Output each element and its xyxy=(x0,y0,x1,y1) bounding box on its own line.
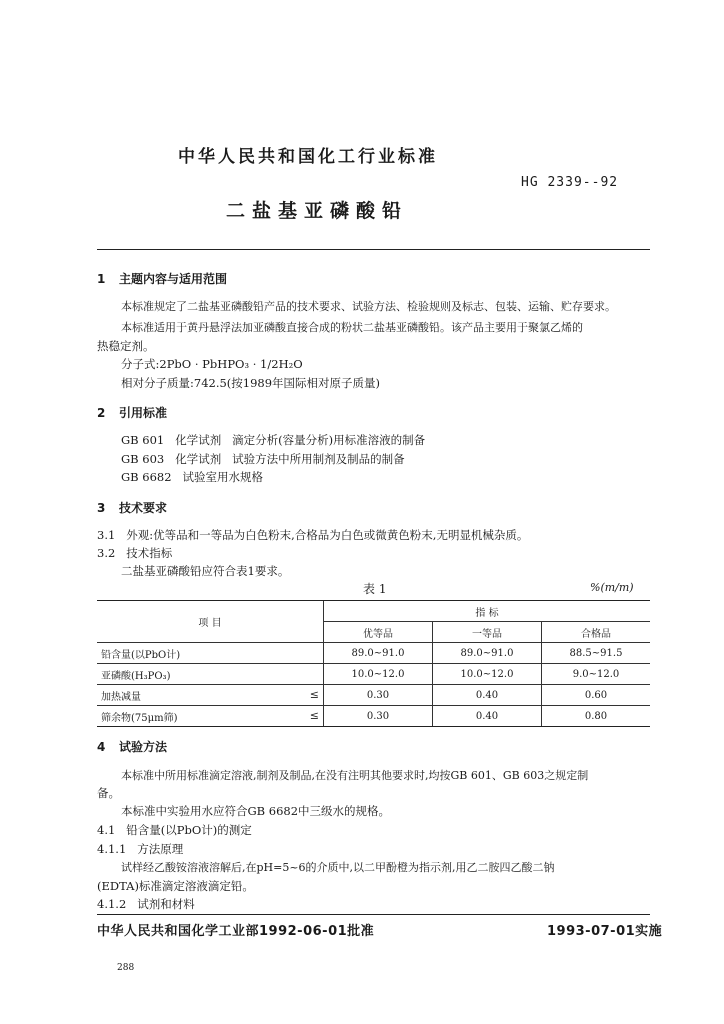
table-row xyxy=(97,664,650,685)
row-label: 亚磷酸(H₃PO₃) xyxy=(101,670,171,682)
table-cell: 89.0~91.0 xyxy=(324,643,433,664)
paragraph: 二盐基亚磷酸铅应符合表1要求。 xyxy=(121,564,290,578)
paragraph: (EDTA)标准滴定溶液滴定铅。 xyxy=(97,879,254,893)
le-symbol: ≤ xyxy=(309,708,319,722)
table-cell: 10.0~12.0 xyxy=(433,664,542,685)
table-cell: 88.5~91.5 xyxy=(542,643,651,664)
table-cell: 0.80 xyxy=(542,706,651,727)
table-cell: 10.0~12.0 xyxy=(324,664,433,685)
section-title: 技术要求 xyxy=(119,501,168,515)
section-title: 主题内容与适用范围 xyxy=(119,272,228,286)
table-cell: 0.40 xyxy=(433,685,542,706)
table-caption: 表 1 xyxy=(363,582,387,596)
clause-3-1: 3.1 外观:优等品和一等品为白色粉末,合格品为白色或微黄色粉末,无明显机械杂质。 xyxy=(97,528,529,542)
table-row xyxy=(97,685,650,706)
effective-date: 1993-07-01实施 xyxy=(547,924,663,939)
molecular-mass: 相对分子质量:742.5(按1989年国际相对原子质量) xyxy=(121,376,381,390)
section-4-heading xyxy=(97,738,167,755)
table-cell: 0.30 xyxy=(324,685,433,706)
standard-code: HG 2339--92 xyxy=(521,175,619,190)
clause-4-1: 4.1 铅含量(以PbO计)的测定 xyxy=(97,823,252,837)
section-3-heading xyxy=(97,499,167,516)
table-cell: 9.0~12.0 xyxy=(542,664,651,685)
clause-4-1-2: 4.1.2 试剂和材料 xyxy=(97,897,195,911)
molecular-formula: 分子式:2PbO · PbHPO₃ · 1/2H₂O xyxy=(121,357,303,371)
table-header-item: 项 目 xyxy=(97,601,324,643)
row-label: 加热减量 xyxy=(101,691,141,703)
table-cell: 89.0~91.0 xyxy=(433,643,542,664)
reference-item: GB 601 化学试剂 滴定分析(容量分析)用标准溶液的制备 xyxy=(121,433,426,447)
page-number: 288 xyxy=(117,963,135,973)
le-symbol: ≤ xyxy=(309,687,319,701)
paragraph: 备。 xyxy=(97,786,120,800)
section-2-heading xyxy=(97,404,167,421)
row-label: 筛余物(75μm筛) xyxy=(101,712,178,724)
paragraph: 本标准适用于黄丹悬浮法加亚磷酸直接合成的粉状二盐基亚磷酸铅。该产品主要用于聚氯乙烯的 xyxy=(121,321,583,334)
section-number: 3 xyxy=(97,501,106,515)
section-title: 试验方法 xyxy=(119,740,168,754)
section-number: 1 xyxy=(97,272,106,286)
paragraph: 本标准规定了二盐基亚磷酸铅产品的技术要求、试验方法、检验规则及标志、包装、运输、贮存要求。 xyxy=(121,300,616,313)
clause-3-2: 3.2 技术指标 xyxy=(97,546,173,560)
paragraph: 试样经乙酸铵溶液溶解后,在pH=5~6的介质中,以二甲酚橙为指示剂,用乙二胺四乙酸二钠 xyxy=(121,861,555,874)
table-cell-name xyxy=(97,706,324,727)
section-number: 4 xyxy=(97,740,106,754)
table-cell-name xyxy=(97,664,324,685)
table-unit: %(m/m) xyxy=(590,581,634,594)
table-cell: 0.60 xyxy=(542,685,651,706)
paragraph: 本标准中所用标准滴定溶液,制剂及制品,在没有注明其他要求时,均按GB 601、GB 603之规定制 xyxy=(121,769,589,782)
table-header-grade: 一等品 xyxy=(433,622,542,643)
paragraph: 本标准中实验用水应符合GB 6682中三级水的规格。 xyxy=(121,804,391,818)
section-1-heading xyxy=(97,270,227,287)
table-header-grade: 优等品 xyxy=(324,622,433,643)
clause-4-1-1: 4.1.1 方法原理 xyxy=(97,842,184,856)
table-cell: 0.40 xyxy=(433,706,542,727)
reference-item: GB 6682 试验室用水规格 xyxy=(121,470,264,484)
section-number: 2 xyxy=(97,406,106,420)
table-header-group: 指 标 xyxy=(324,601,651,622)
table-cell-name xyxy=(97,685,324,706)
table-cell-name xyxy=(97,643,324,664)
row-label: 铅含量(以PbO计) xyxy=(101,649,181,661)
header-rule xyxy=(97,249,650,250)
approval-line: 中华人民共和国化学工业部1992-06-01批准 xyxy=(97,924,375,939)
table-row xyxy=(97,643,650,664)
spec-table xyxy=(97,600,650,727)
section-title: 引用标准 xyxy=(119,406,168,420)
standard-org-heading: 中华人民共和国化工行业标准 xyxy=(178,147,438,167)
paragraph: 热稳定剂。 xyxy=(97,339,155,353)
footer-rule xyxy=(97,914,650,915)
table-header-grade: 合格品 xyxy=(542,622,651,643)
table-row xyxy=(97,706,650,727)
document-title: 二盐基亚磷酸铅 xyxy=(226,200,409,222)
table-cell: 0.30 xyxy=(324,706,433,727)
reference-item: GB 603 化学试剂 试验方法中所用制剂及制品的制备 xyxy=(121,452,405,466)
